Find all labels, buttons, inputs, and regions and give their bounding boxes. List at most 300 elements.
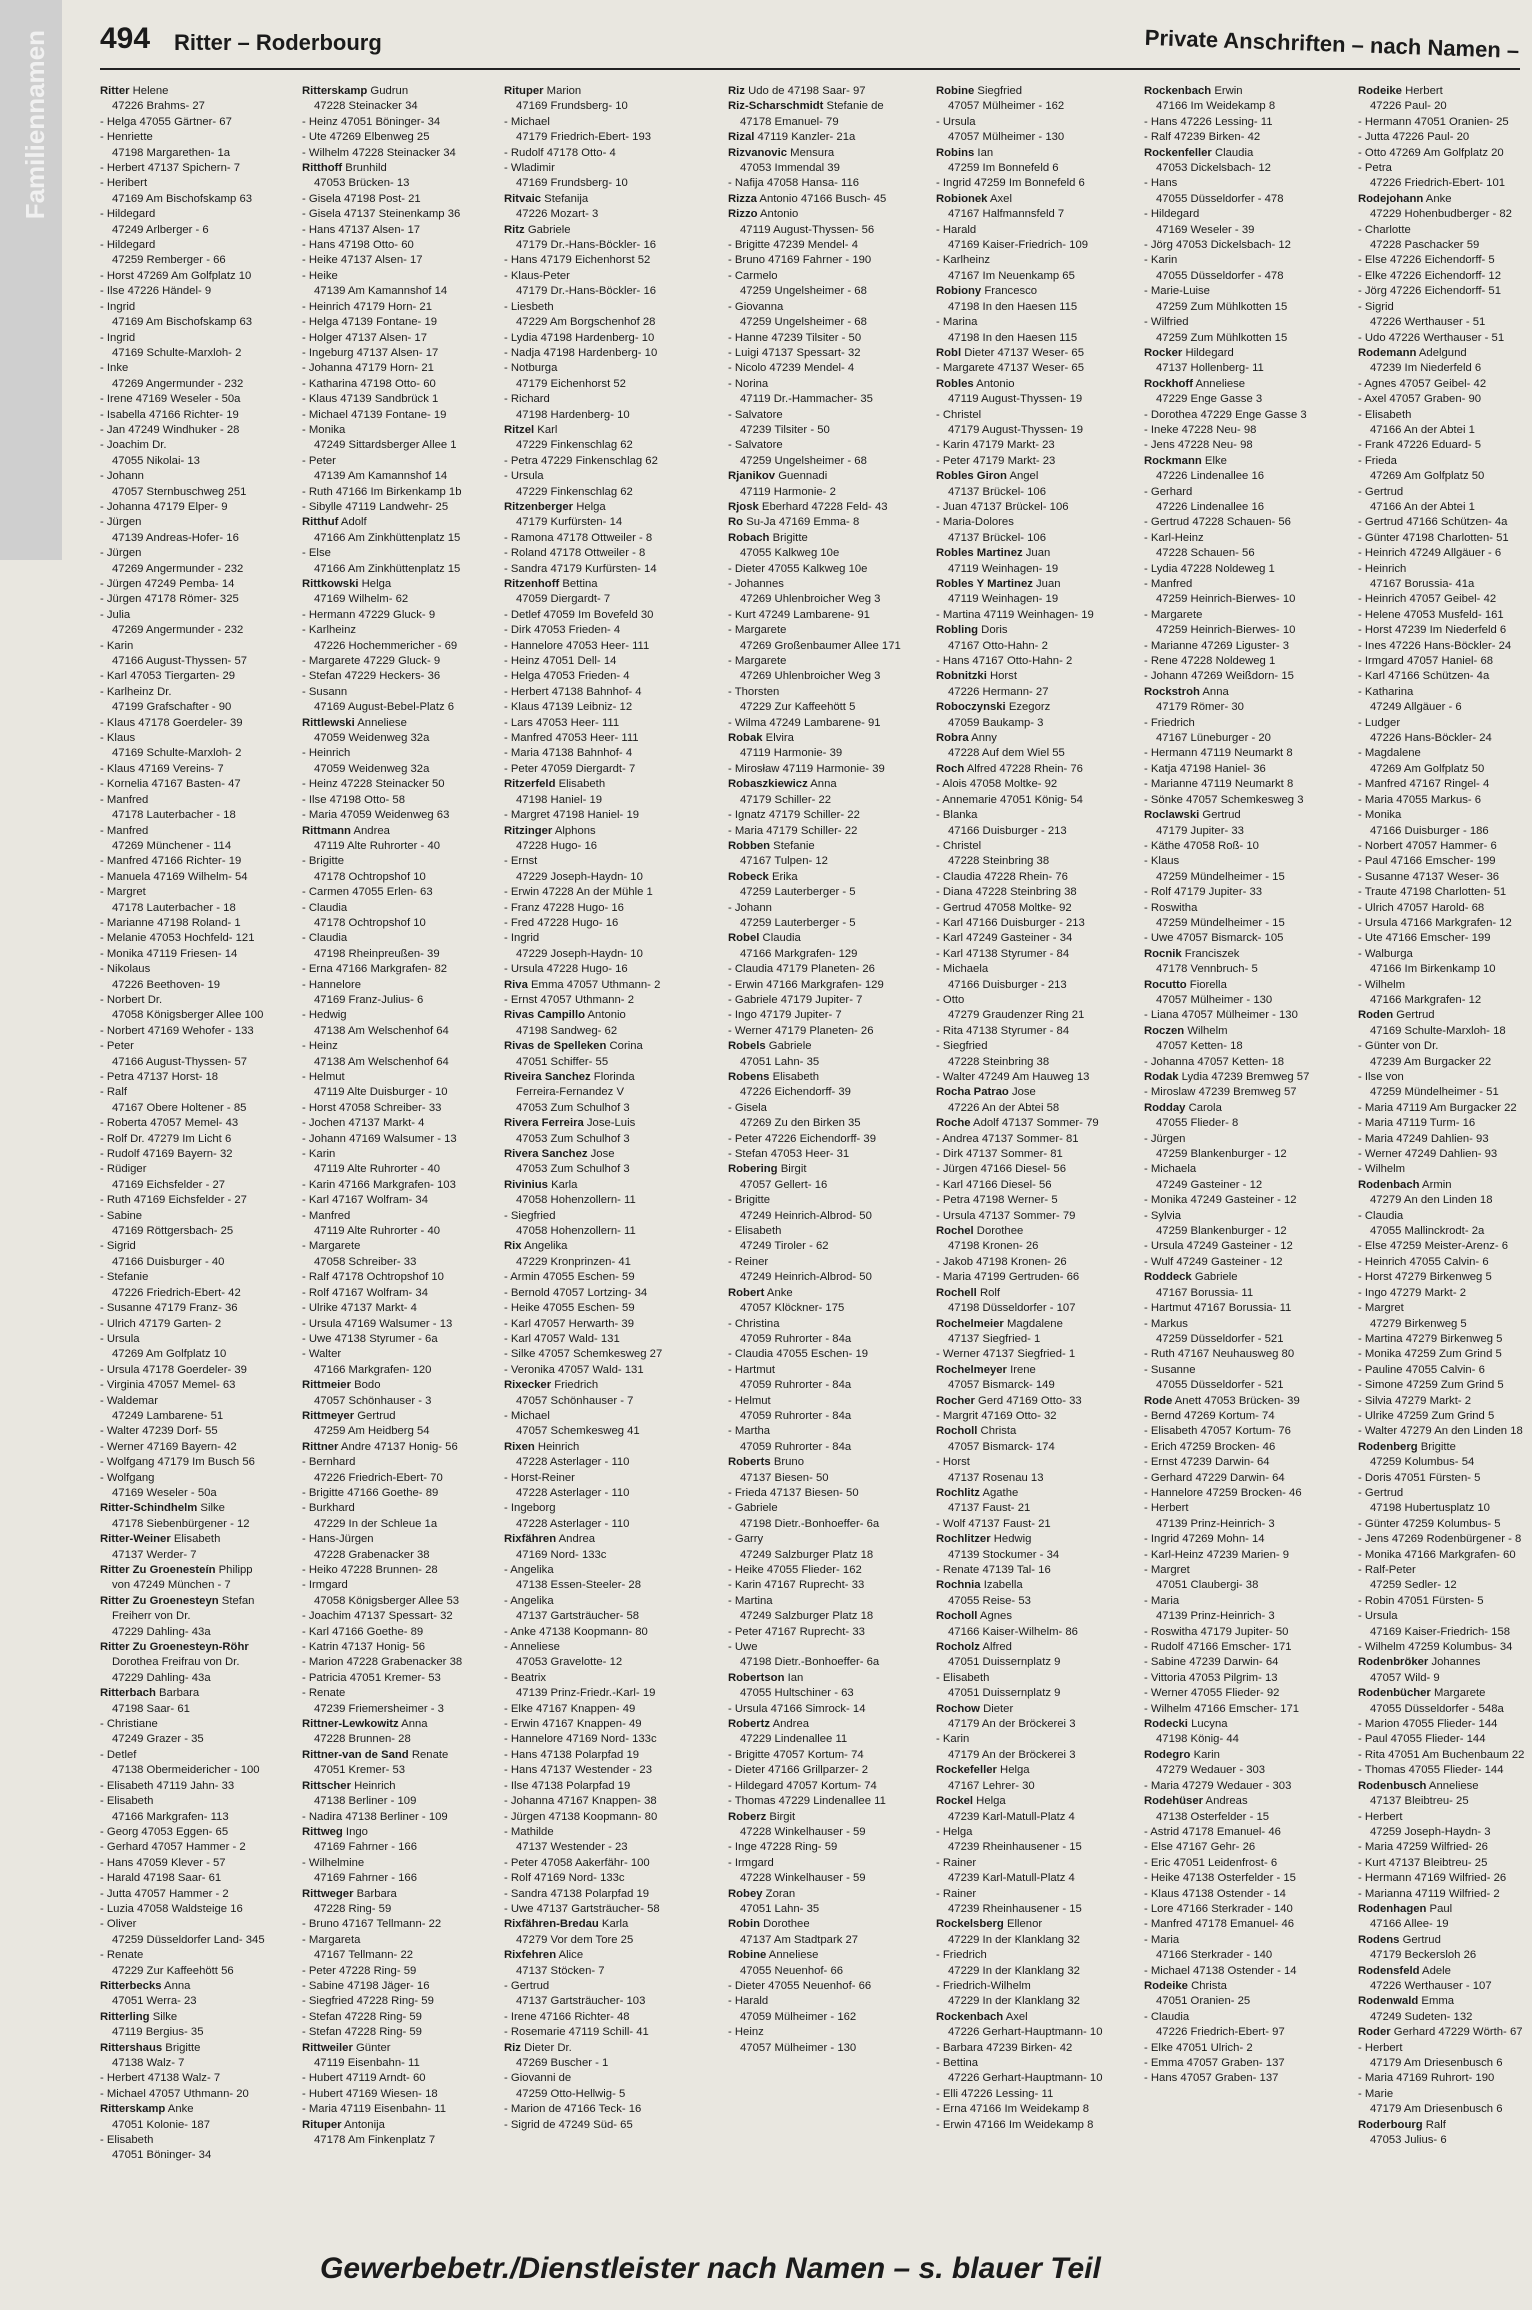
listing-entry (1144, 685, 1349, 700)
entry-text: Stefan (218, 1594, 255, 1607)
listing-entry: 47166 Markgrafen- 120 (314, 1363, 432, 1376)
surname: Ritter Zu Groenesteyn (100, 1594, 219, 1607)
listing-entry: - Heinrich 47055 Calvin- 6 (1358, 1255, 1489, 1268)
listing-entry: - Horst 47279 Birkenweg 5 (1358, 1271, 1492, 1284)
listing-entry: 47179 Dr.-Hans-Böckler- 16 (516, 239, 657, 252)
listing-entry: 47226 Werthauser - 51 (1370, 316, 1486, 329)
listing-entry: 47259 Blankenburger - 12 (1156, 1148, 1287, 1161)
listing-entry: - Irene 47166 Richter- 48 (504, 2010, 630, 2023)
surname: Rittmeier (302, 1379, 351, 1392)
surname: Roder (1358, 2026, 1391, 2039)
listing-entry: - Ingrid 47259 Im Bonnefeld 6 (936, 177, 1085, 190)
listing-entry: - Martina (728, 1594, 773, 1607)
entry-text: Florinda (590, 1071, 635, 1083)
listing-entry: - Norina (728, 377, 769, 390)
listing-entry: 47059 Ruhrorter - 84a (740, 1379, 852, 1392)
entry-text: Helga (996, 1764, 1030, 1777)
listing-entry: 47259 Ungelsheimer - 68 (740, 454, 867, 467)
listing-entry: 47057 Mülheimer - 130 (948, 131, 1065, 144)
listing-entry: - Margret 47198 Haniel- 19 (504, 809, 640, 822)
surname: Rochel (936, 1225, 974, 1238)
listing-entry: - Karin (100, 639, 134, 652)
listing-entry: - Hans 47198 Otto- 60 (302, 239, 414, 252)
listing-entry: - Ilse 47138 Polarpfad 19 (504, 1779, 631, 1792)
listing-entry: - Ruth 47167 Neuhausweg 80 (1144, 1348, 1295, 1361)
listing-entry: - Marianne 47269 Liguster- 3 (1144, 639, 1290, 652)
listing-entry: - Jutta 47057 Hammer - 2 (100, 1887, 229, 1900)
listing-entry: - Ulrich 47179 Garten- 2 (100, 1317, 222, 1330)
listing-entry: - Rosemarie 47119 Schill- 41 (504, 2026, 649, 2039)
listing-entry: - Christel (936, 408, 982, 421)
listing-entry: - Jan 47249 Windhuker - 28 (100, 423, 240, 436)
listing-entry: - Magdalene (1358, 747, 1421, 760)
listing-entry: - Lore 47166 Sterkrader - 140 (1144, 1902, 1293, 1915)
listing-entry: - Christel (936, 839, 982, 852)
entry-text: Eberhard 47228 Feld- 43 (758, 500, 888, 513)
entry-text: Andrea (350, 824, 390, 837)
listing-entry: - Michael 47139 Fontane- 19 (302, 408, 447, 421)
listing-entry: 47166 Markgrafen- 129 (740, 947, 858, 960)
listing-entry: 47198 Hubertusplatz 10 (1370, 1502, 1490, 1515)
listing-entry: - Roberta 47057 Memel- 43 (100, 1117, 239, 1130)
surname: Ritterbach (100, 1687, 156, 1700)
listing-entry (1144, 947, 1349, 962)
listing-entry: 47051 Duissernplatz 9 (948, 1656, 1061, 1669)
listing-entry: 47179 Kurfürsten- 14 (516, 516, 623, 529)
listing-entry: - Hans 47167 Otto-Hahn- 2 (936, 655, 1073, 668)
listing-entry: - Karl 47166 Duisburger - 213 (936, 916, 1085, 929)
surname: Rittweger (302, 1887, 354, 1900)
listing-entry: 47179 Jupiter- 33 (1156, 824, 1244, 837)
listing-entry: - Nadja 47198 Hardenberg- 10 (504, 346, 658, 359)
listing-entry: - Virginia 47057 Memel- 63 (100, 1379, 236, 1392)
entry-text: Juan (1032, 578, 1061, 590)
listing-entry: 47138 Am Welschenhof 64 (314, 1055, 449, 1068)
listing-entry: - Ursula 47169 Walsumer - 13 (302, 1317, 453, 1330)
listing-entry (1358, 2118, 1532, 2133)
listing-entry: - Rita 47051 Am Buchenbaum 22 (1358, 1748, 1525, 1761)
listing-entry: - Ingeburg 47137 Alsen- 17 (302, 346, 439, 359)
listing-entry: 47228 Steinbring 38 (948, 1055, 1050, 1068)
listing-entry: 47051 Kolonie- 187 (112, 2118, 210, 2131)
listing-entry: - Bettina (936, 2057, 979, 2069)
listing-entry: 47269 Angermunder - 232 (112, 377, 244, 390)
listing-entry: - Heinrich 47249 Allgäuer - 6 (1358, 547, 1502, 560)
listing-entry: - Margarete 47229 Gluck- 9 (302, 655, 441, 668)
listing-entry: - Paul 47055 Flieder- 144 (1358, 1733, 1486, 1746)
surname: Rodenbusch (1358, 1779, 1427, 1792)
listing-entry: - Ursula 47166 Simrock- 14 (728, 1702, 866, 1715)
listing-entry: - Renate (302, 1687, 346, 1700)
listing-entry: - Helene 47053 Musfeld- 161 (1358, 608, 1504, 621)
listing-entry (1358, 84, 1532, 99)
listing-entry: - Sibylle 47119 Landwehr- 25 (302, 500, 449, 513)
listing-entry (728, 731, 933, 746)
surname: Rodday (1144, 1101, 1186, 1114)
entry-text: Bodo (350, 1379, 381, 1392)
listing-entry (936, 577, 1141, 592)
listing-entry: - Ingeborg (504, 1502, 556, 1515)
entry-text: Dorothee (760, 1918, 810, 1931)
listing-entry: 47226 Gerhart-Hauptmann- 10 (948, 2072, 1103, 2085)
listing-entry: 47139 Prinz-Friedr.-Karl- 19 (516, 1687, 656, 1700)
listing-entry (936, 84, 1141, 99)
listing-entry: 47259 Remberger - 66 (112, 254, 226, 267)
listing-entry: - Maria 47138 Bahnhof- 4 (504, 747, 633, 760)
listing-entry: - Marianne 47198 Roland- 1 (100, 916, 241, 929)
listing-entry (504, 1070, 709, 1085)
listing-entry: - Jutta 47226 Paul- 20 (1358, 131, 1470, 144)
running-head: Ritter – Roderbourg (174, 30, 382, 55)
listing-entry (728, 1810, 933, 1825)
surname: Ritzinger (504, 824, 553, 837)
listing-entry (302, 1825, 507, 1840)
entry-text: Bettina (559, 578, 598, 590)
listing-entry: - Peter 47226 Eichendorff- 39 (728, 1132, 877, 1145)
listing-entry: 47055 Düsseldorfer - 478 (1156, 192, 1284, 205)
listing-entry: - Wilfried (1144, 316, 1189, 329)
listing-entry (302, 1887, 507, 1902)
entry-text: Bruno (770, 1456, 804, 1469)
entry-text: Horst (986, 670, 1017, 683)
listing-entry: 47169 Fahrner - 166 (314, 1872, 417, 1885)
listing-entry (936, 346, 1141, 361)
listing-entry: - Helga (936, 1825, 973, 1838)
entry-text: Andrea (556, 1533, 596, 1546)
surname: Rivera Ferreira (504, 1117, 584, 1130)
listing-entry: - Herbert (1358, 2041, 1403, 2054)
listing-entry: 47137 Brückel- 106 (948, 485, 1046, 498)
listing-entry (302, 1779, 507, 1794)
surname: Rittner-Lewkowitz (302, 1718, 399, 1731)
listing-entry: 47137 Stöcken- 7 (516, 1964, 605, 1977)
listing-entry (728, 1717, 933, 1732)
surname: Rizza (728, 192, 757, 205)
listing-entry: - Margarete 47137 Weser- 65 (936, 362, 1084, 375)
listing-entry: - Johanna 47179 Elper- 9 (100, 500, 228, 513)
listing-entry: 47138 Walz- 7 (112, 2057, 185, 2069)
listing-entry: 47167 Otto-Hahn- 2 (948, 639, 1048, 652)
listing-entry (1358, 1902, 1532, 1917)
listing-entry: - Sönke 47057 Schemkesweg 3 (1144, 793, 1304, 806)
listing-entry (1144, 454, 1349, 469)
surname: Robach (728, 531, 770, 544)
listing-entry: 47279 Wedauer - 303 (1156, 1764, 1266, 1777)
listing-column (504, 84, 709, 2133)
listing-entry: - Jakob 47198 Kronen- 26 (936, 1255, 1067, 1268)
surname: Rochell (936, 1286, 977, 1299)
entry-text: Alphons (552, 824, 596, 837)
listing-entry: - Horst 47239 Im Niederfeld 6 (1358, 624, 1507, 637)
listing-entry (936, 192, 1141, 207)
listing-entry: - Jürgen (100, 516, 142, 529)
listing-entry: 47167 Borussia- 11 (1156, 1286, 1254, 1299)
entry-text: Francesco (981, 285, 1038, 298)
listing-entry: - Maria 47259 Wilfried- 26 (1358, 1841, 1488, 1854)
listing-entry: 47269 Großenbaumer Allee 171 (740, 639, 901, 652)
listing-entry: - Julia (100, 608, 131, 621)
entry-text: Anneliese (1192, 377, 1246, 390)
surname: Rochelmeier (936, 1317, 1004, 1330)
listing-entry: - Elisabeth (100, 1795, 154, 1808)
surname: Riveira Sanchez (504, 1071, 591, 1083)
surname: Rix (504, 1240, 522, 1253)
listing-entry: - Pauline 47055 Calvin- 6 (1358, 1363, 1485, 1376)
listing-entry: 47229 Joseph-Haydn- 10 (516, 870, 643, 883)
listing-entry: - Christina (728, 1317, 780, 1330)
listing-entry: - Diana 47228 Steinbring 38 (936, 886, 1077, 899)
listing-entry: - Walter 47239 Dorf- 55 (100, 1425, 218, 1438)
surname: Rodeike (1144, 1979, 1188, 1992)
entry-text: Elke (1201, 454, 1227, 467)
listing-entry: 47166 Duisburger - 40 (112, 1255, 225, 1268)
listing-entry: 47226 Hochemmericher - 69 (314, 639, 458, 652)
listing-entry: - Maria 47119 Am Burgacker 22 (1358, 1101, 1517, 1114)
listing-entry: 47053 Zum Schulhof 3 (516, 1132, 630, 1145)
listing-entry (504, 978, 709, 993)
listing-entry (100, 2102, 305, 2117)
listing-entry (504, 1532, 709, 1547)
entry-text: Barbara (155, 1687, 200, 1700)
listing-entry: 47198 König- 44 (1156, 1733, 1239, 1746)
listing-entry: - Rudolf 47166 Emscher- 171 (1144, 1641, 1292, 1654)
listing-entry: - Helmut (728, 1394, 771, 1407)
listing-entry: - Claudia (1144, 2010, 1190, 2023)
listing-entry: - Oliver (100, 1918, 137, 1931)
listing-entry: - Klaus 47169 Vereins- 7 (100, 762, 224, 775)
listing-entry: - Udo 47226 Werthauser - 51 (1358, 331, 1505, 344)
listing-entry: 47239 Rheinhausener - 15 (948, 1902, 1082, 1915)
listing-entry (504, 223, 709, 238)
listing-entry: 47057 Klöckner- 175 (740, 1302, 845, 1315)
surname: Ritthoff (302, 162, 343, 175)
listing-entry: - Katja 47198 Haniel- 36 (1144, 762, 1266, 775)
listing-entry: 47166 Sterkrader - 140 (1156, 1949, 1273, 1962)
listing-entry: 47279 An den Linden 18 (1370, 1194, 1493, 1207)
listing-entry: 47178 Siebenbürgener - 12 (112, 1517, 250, 1530)
entry-text: Anny (968, 732, 997, 745)
listing-entry: 47059 Weidenweg 32a (314, 732, 430, 745)
listing-entry: - Karin 47179 Markt- 23 (936, 439, 1055, 452)
listing-entry: - Jürgen (100, 547, 142, 560)
surname: Robl (936, 346, 962, 359)
listing-entry: - Maria 47199 Gertruden- 66 (936, 1271, 1080, 1284)
listing-entry: - Dorothea 47229 Enge Gasse 3 (1144, 408, 1307, 421)
surname: Roclawski (1144, 809, 1200, 822)
listing-entry: - Katrin 47137 Honig- 56 (302, 1641, 426, 1654)
listing-entry: 47178 Lauterbacher - 18 (112, 901, 236, 914)
listing-entry: 47229 Hohenbudberger - 82 (1370, 208, 1512, 221)
listing-entry: - Petra 47137 Horst- 18 (100, 1071, 219, 1083)
listing-entry: 47269 Zu den Birken 35 (740, 1117, 861, 1130)
listing-entry: - Ingo 47279 Markt- 2 (1358, 1286, 1467, 1299)
listing-entry: - Siegfried (504, 1209, 556, 1222)
listing-entry: 47198 Dietr.-Bonhoeffer- 6a (740, 1656, 880, 1669)
listing-entry: - Hans 47137 Alsen- 17 (302, 223, 421, 236)
listing-entry: - Maria 47249 Dahlien- 93 (1358, 1132, 1489, 1145)
entry-text: Gabriele (524, 223, 571, 236)
entry-text: Andreas (1203, 1795, 1248, 1808)
listing-entry: - Frieda (1358, 454, 1397, 467)
listing-entry: - Hans 47137 Westender - 23 (504, 1764, 652, 1777)
listing-entry (936, 1532, 1141, 1547)
surname: Rockenbach (936, 2010, 1004, 2023)
listing-entry: 47119 August-Thyssen- 56 (740, 223, 875, 236)
listing-entry: - Maria 47279 Wedauer - 303 (1144, 1779, 1292, 1792)
listing-entry: - Elisabeth 47119 Jahn- 33 (100, 1779, 235, 1792)
surname: Robert (728, 1286, 765, 1299)
listing-entry: - Ute 47269 Elbenweg 25 (302, 131, 430, 144)
entry-text: Axel (1003, 2010, 1028, 2023)
listing-entry: - Maria 47119 Turm- 16 (1358, 1117, 1476, 1130)
entry-text: Friedrich (551, 1379, 599, 1392)
listing-entry (936, 146, 1141, 161)
entry-text: Elvira (762, 732, 794, 745)
listing-entry: - Heike (302, 269, 338, 282)
listing-entry: - Hans (1144, 177, 1178, 190)
listing-entry: 47198 Düsseldorfer - 107 (948, 1302, 1076, 1315)
listing-entry: - Horst (936, 1456, 970, 1469)
listing-entry: 47198 Saar- 61 (112, 1702, 190, 1715)
entry-text: Anna (398, 1718, 428, 1731)
listing-entry: 47249 Salzburger Platz 18 (740, 1610, 874, 1623)
surname: Riva (504, 978, 528, 991)
listing-entry: - Thomas 47229 Lindenallee 11 (728, 1795, 886, 1808)
listing-entry: - Uwe 47138 Styrumer - 6a (302, 1332, 438, 1345)
listing-entry: 47239 Im Niederfeld 6 (1370, 362, 1482, 375)
surname: Ritterbecks (100, 1979, 162, 1992)
entry-text: Siegfried (974, 85, 1023, 97)
listing-entry: - Heinrich 47057 Geibel- 42 (1358, 593, 1497, 606)
listing-entry: - Stefan 47229 Heckers- 36 (302, 670, 441, 683)
listing-entry: - Günter 47198 Charlotten- 51 (1358, 531, 1509, 544)
entry-text: Alfred (979, 1641, 1012, 1654)
surname: Riz (728, 85, 745, 97)
surname: Robin (728, 1918, 760, 1931)
listing-entry: - Roswitha (1144, 901, 1198, 914)
thumb-tab-label: Familiennamen (20, 30, 50, 220)
listing-entry: - Christiane (100, 1718, 158, 1731)
listing-entry: - Marie (1358, 2087, 1394, 2100)
listing-entry: 47137 Rosenau 13 (948, 1471, 1044, 1484)
listing-column (936, 84, 1141, 2133)
entry-text: Ralf (1422, 2118, 1446, 2131)
listing-entry: - Sigrid de 47249 Süd- 65 (504, 2118, 633, 2131)
listing-entry: - Maria 47055 Markus- 6 (1358, 793, 1482, 806)
surname: Rivas Campillo (504, 1009, 585, 1022)
listing-entry: - Else (302, 547, 331, 560)
listing-entry: 47053 Zum Schulhof 3 (516, 1163, 630, 1176)
listing-entry: - Jochen 47137 Markt- 4 (302, 1117, 425, 1130)
listing-entry: - Martina 47119 Weinhagen- 19 (936, 608, 1094, 621)
listing-entry: - Klaus (1144, 855, 1180, 868)
surname: Rocutto (1144, 978, 1187, 991)
listing-entry: - Luzia 47058 Waldsteige 16 (100, 1902, 243, 1915)
entry-text: Doris (978, 624, 1008, 637)
entry-text: Adolf 47137 Sommer- 79 (970, 1117, 1099, 1130)
listing-entry: 47259 Mündelheimer - 15 (1156, 870, 1285, 883)
listing-entry: - Karl 47166 Goethe- 89 (302, 1625, 424, 1638)
listing-entry: - Gerhard (1144, 485, 1193, 498)
entry-text: Alfred 47228 Rhein- 76 (964, 762, 1083, 775)
listing-entry: 47169 Frundsberg- 10 (516, 177, 628, 190)
entry-text: Jose-Luis (583, 1117, 636, 1130)
surname: Robles Y Martinez (936, 578, 1033, 590)
listing-entry: 47167 Im Neuenkamp 65 (948, 269, 1075, 282)
surname: Robey (728, 1887, 763, 1900)
listing-entry: 47053 Immendal 39 (740, 162, 840, 175)
listing-entry: - Elli 47226 Lessing- 11 (936, 2087, 1054, 2100)
listing-entry: - Nadira 47138 Berliner - 109 (302, 1810, 448, 1823)
listing-entry: - Ilse 47198 Otto- 58 (302, 793, 405, 806)
surname: Rocker (1144, 346, 1183, 359)
listing-entry: - Irmgard (302, 1579, 348, 1592)
listing-entry: - Ernst 47057 Uthmann- 2 (504, 993, 634, 1006)
listing-entry: 47249 Sudeten- 132 (1370, 2010, 1473, 2023)
entry-text: Helga (573, 500, 606, 513)
listing-entry: - Wladimir (504, 162, 555, 175)
listing-entry: - Angelika (504, 1594, 554, 1607)
listing-column (728, 84, 933, 2056)
listing-entry: - Manfred (1144, 578, 1193, 590)
entry-text: Dieter (979, 1702, 1014, 1715)
listing-entry: - Karl 47166 Schützen- 4a (1358, 670, 1490, 683)
listing-entry (936, 1394, 1141, 1409)
listing-entry: 47059 Mülheimer - 162 (740, 2010, 857, 2023)
listing-entry: Dorothea Freifrau von Dr. (112, 1656, 240, 1669)
listing-entry: - Petra 47198 Werner- 5 (936, 1194, 1058, 1207)
listing-entry: - Ingrid (100, 300, 136, 313)
entry-text: Corina (606, 1040, 643, 1053)
listing-entry: - Kornelia 47167 Basten- 47 (100, 778, 241, 791)
listing-entry: - Karlheinz (302, 624, 356, 637)
listing-entry: - Karl-Heinz 47239 Marien- 9 (1144, 1548, 1290, 1561)
listing-entry: - Margarete (728, 655, 787, 668)
listing-entry: - Walburga (1358, 947, 1413, 960)
listing-entry (936, 623, 1141, 638)
listing-entry: - Jürgen 47138 Koopmann- 80 (504, 1810, 658, 1823)
listing-entry: 47198 In den Haesen 115 (948, 331, 1078, 344)
surname: Roddeck (1144, 1271, 1192, 1284)
listing-entry: 47059 Ruhrorter - 84a (740, 1332, 852, 1345)
listing-entry (100, 1640, 305, 1655)
listing-entry (936, 731, 1141, 746)
surname: Ritterling (100, 2010, 150, 2023)
listing-entry: - Margarete (302, 1240, 361, 1253)
listing-entry: 47228 Hugo- 16 (516, 839, 598, 852)
surname: Ritter-Weiner (100, 1533, 171, 1546)
listing-entry: 47259 Blankenburger - 12 (1156, 1225, 1287, 1238)
entry-text: Gertrud (1393, 1009, 1435, 1022)
listing-entry: - Jens 47228 Neu- 98 (1144, 439, 1253, 452)
listing-entry: 47051 Böninger- 34 (112, 2149, 212, 2162)
listing-entry: - Axel 47057 Graben- 90 (1358, 393, 1482, 406)
listing-entry: - Sabine 47198 Jäger- 16 (302, 1979, 430, 1992)
surname: Rodens (1358, 1933, 1400, 1946)
listing-entry: - Erwin 47167 Knappen- 49 (504, 1718, 642, 1731)
listing-entry: - Claudia (1358, 1209, 1404, 1222)
listing-entry: - Charlotte (1358, 223, 1411, 236)
listing-entry: - Hartmut (728, 1363, 776, 1376)
listing-entry: 47119 Harmonie- 39 (740, 747, 843, 760)
listing-entry: - Johanna 47179 Horn- 21 (302, 362, 434, 375)
listing-entry: 47139 Stockumer - 34 (948, 1548, 1060, 1561)
surname: Ritter (100, 85, 130, 97)
surname: Robertz (728, 1718, 771, 1731)
listing-entry: 47178 Ochtropshof 10 (314, 870, 426, 883)
listing-entry: - Ramona 47178 Ottweiler - 8 (504, 531, 653, 544)
surname: Rituper (504, 85, 544, 97)
